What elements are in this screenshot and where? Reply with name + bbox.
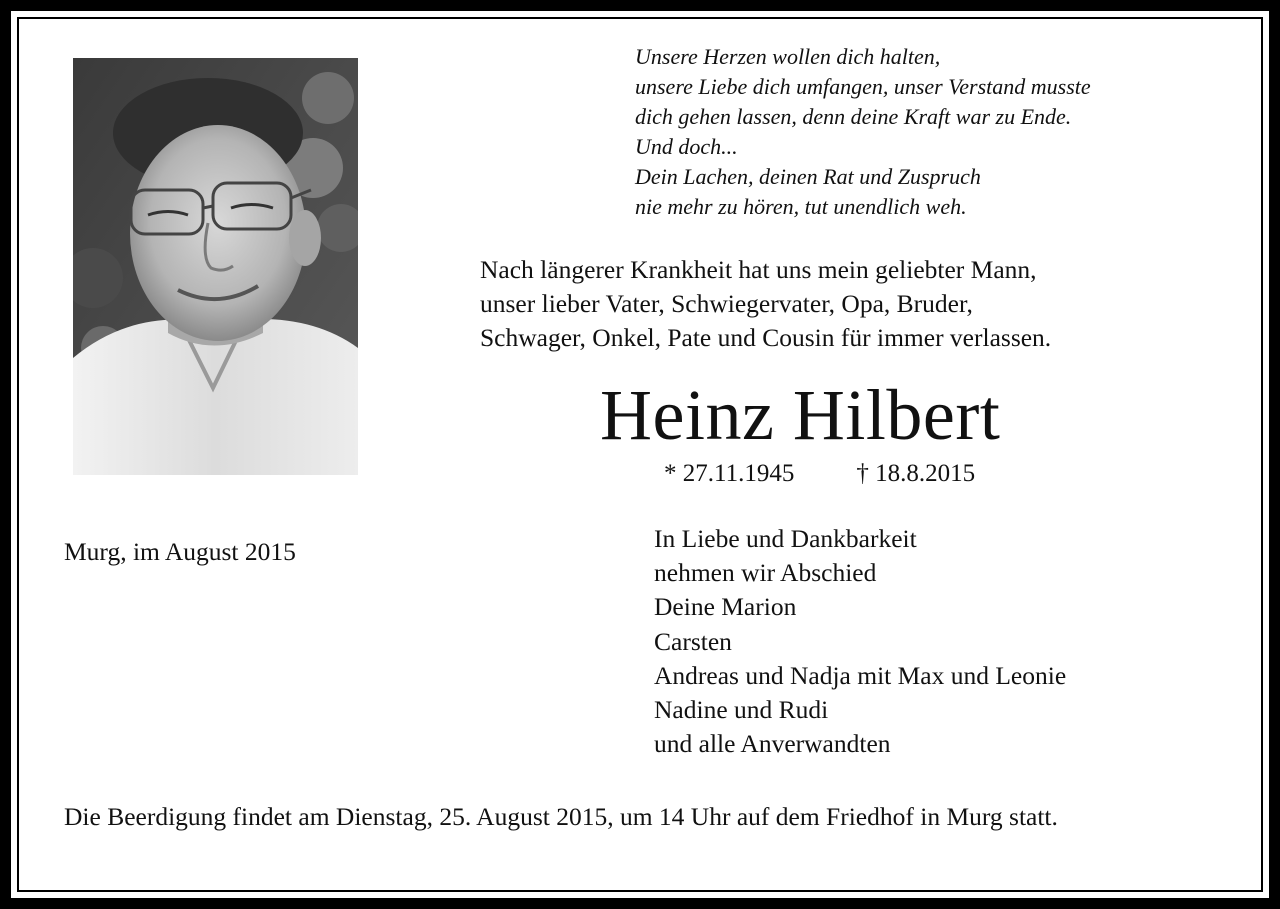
announcement-line: unser lieber Vater, Schwiegervater, Opa, Bruder, — [480, 289, 973, 318]
mourners-line: Nadine und Rudi — [654, 694, 829, 724]
death-date: † 18.8.2015 — [856, 460, 976, 487]
mourners-line: Carsten — [654, 626, 732, 656]
poem-line: unsere Liebe dich umfangen, unser Verstand musste — [635, 74, 1091, 99]
portrait-photo — [73, 58, 358, 475]
mourners-line: Andreas und Nadja mit Max und Leonie — [654, 660, 1067, 690]
announcement-text — [480, 253, 1051, 355]
mourners-line: und alle Anverwandten — [654, 729, 891, 759]
announcement-line: Schwager, Onkel, Pate und Cousin für immer verlassen. — [480, 323, 1052, 352]
life-dates — [664, 458, 975, 490]
birth-date: * 27.11.1945 — [664, 460, 795, 487]
funeral-notice: Die Beerdigung findet am Dienstag, 25. August 2015, um 14 Uhr auf dem Friedhof in Murg statt. — [64, 802, 1058, 831]
memorial-poem — [635, 42, 1091, 222]
place-and-date: Murg, im August 2015 — [64, 537, 296, 566]
deceased-name: Heinz Hilbert — [600, 375, 1001, 455]
poem-line: Dein Lachen, deinen Rat und Zuspruch — [635, 164, 981, 189]
poem-line: dich gehen lassen, denn deine Kraft war zu Ende. — [635, 104, 1072, 129]
announcement-line: Nach längerer Krankheit hat uns mein geliebter Mann, — [480, 255, 1037, 284]
poem-line: Unsere Herzen wollen dich halten, — [635, 44, 941, 69]
poem-line: Und doch... — [635, 134, 738, 159]
mourners-line: nehmen wir Abschied — [654, 558, 877, 588]
poem-line: nie mehr zu hören, tut unendlich weh. — [635, 194, 967, 219]
mourners-line: Deine Marion — [654, 592, 797, 622]
portrait-image — [73, 58, 358, 475]
mourners-line: In Liebe und Dankbarkeit — [654, 524, 917, 553]
mourners-list — [654, 522, 1066, 761]
